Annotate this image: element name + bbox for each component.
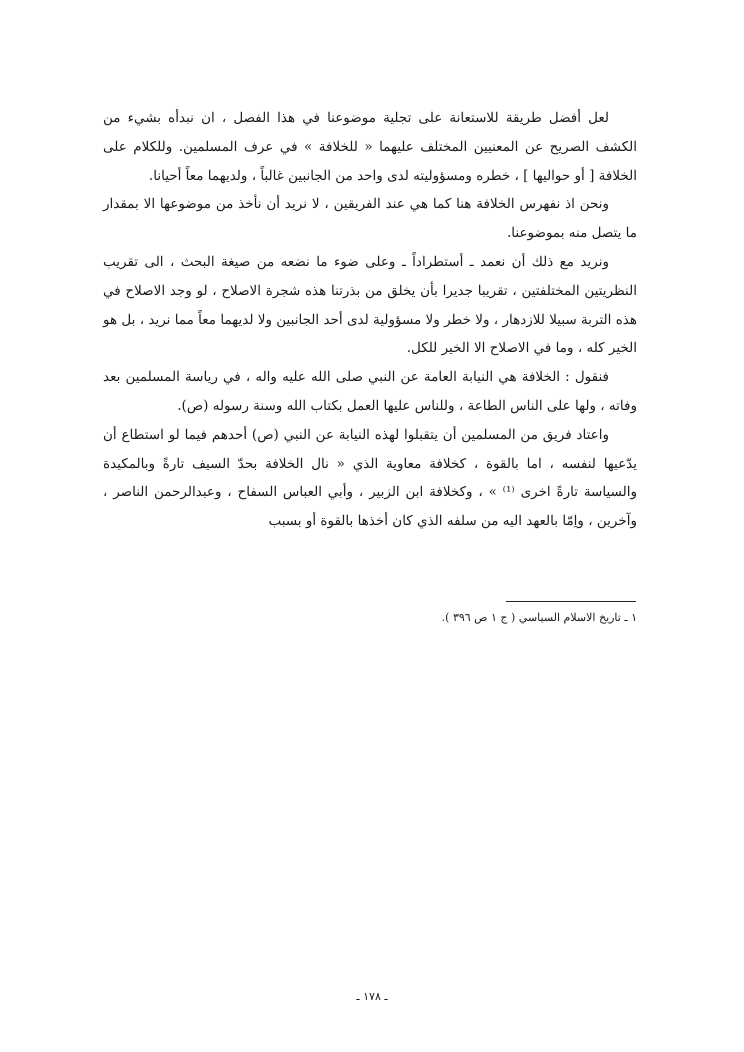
paragraph-3: ونريد مع ذلك أن نعمد ـ أستطراداً ـ وعلى ضوء ما نضعه من صيغة البحث ، الى تقريب النظريتين المختلفتين ، تقريبا جديرا بأن يخلق من بذرتنا هذه شجرة الاصلاح ، لو وجد الاصلاح في هذه التربة سبيلا للازدهار ، ولا خطر ولا مسؤولية لدى أحد الجانبين ولا لديهما معاً مما نريد ، بل هو الخير كله ، وما في الاصلاح الا الخير للكل. xyxy=(103,253,637,357)
paragraph-5: واعتاد فريق من المسلمين أن يتقبلوا لهذه النيابة عن النبي (ص) أحدهم فيما لو استطاع أن يدّعيها لنفسه ، اما بالقوة ، كخلافة معاوية الذي « نال الخلافة بحدّ السيف تارةً وبالمكيدة والسياسة تارةً اخرى ⁽¹⁾ » ، وكخلافة ابن الزبير ، وأبي العباس السفاح ، وعبدالرحمن الناصر ، وآخرين ، واِمّا بالعهد اليه من سلفه الذي كان أخذها بالقوة أو بسبب xyxy=(103,426,637,530)
footnote: ١ ـ تاريخ الاسلام السياسي ( ج ١ ص ٣٩٦ ). xyxy=(441,611,637,624)
paragraph-1: لعل أفضل طريقة للاستعانة على تجلية موضوعنا في هذا الفصل ، ان نبدأه بشيء من الكشف الصريح عن المعنيين المختلف عليهما « للخلافة » في عرف المسلمين. وللكلام على الخلافة [ أو حواليها ] ، خطره ومسؤوليته لدى واحد من الجانبين غالباً ، ولديهما معاً أحيانا. xyxy=(103,110,638,184)
paragraph-2: ونحن اذ نفهرس الخلافة هنا كما هي عند الفريقين ، لا نريد أن نأخذ من موضوعها الا بمقدار ما يتصل منه بموضوعنا. xyxy=(103,196,637,242)
paragraph-4: فنقول : الخلافة هي النيابة العامة عن النبي صلى الله عليه واله ، في رياسة المسلمين بعد وفاته ، ولها على الناس الطاعة ، وللناس عليها العمل بكتاب الله وسنة رسوله (ص). xyxy=(103,369,637,414)
body-text xyxy=(103,104,637,536)
page-number: ـ ١٧٨ ـ xyxy=(356,990,388,1003)
footnote-divider xyxy=(506,601,636,602)
